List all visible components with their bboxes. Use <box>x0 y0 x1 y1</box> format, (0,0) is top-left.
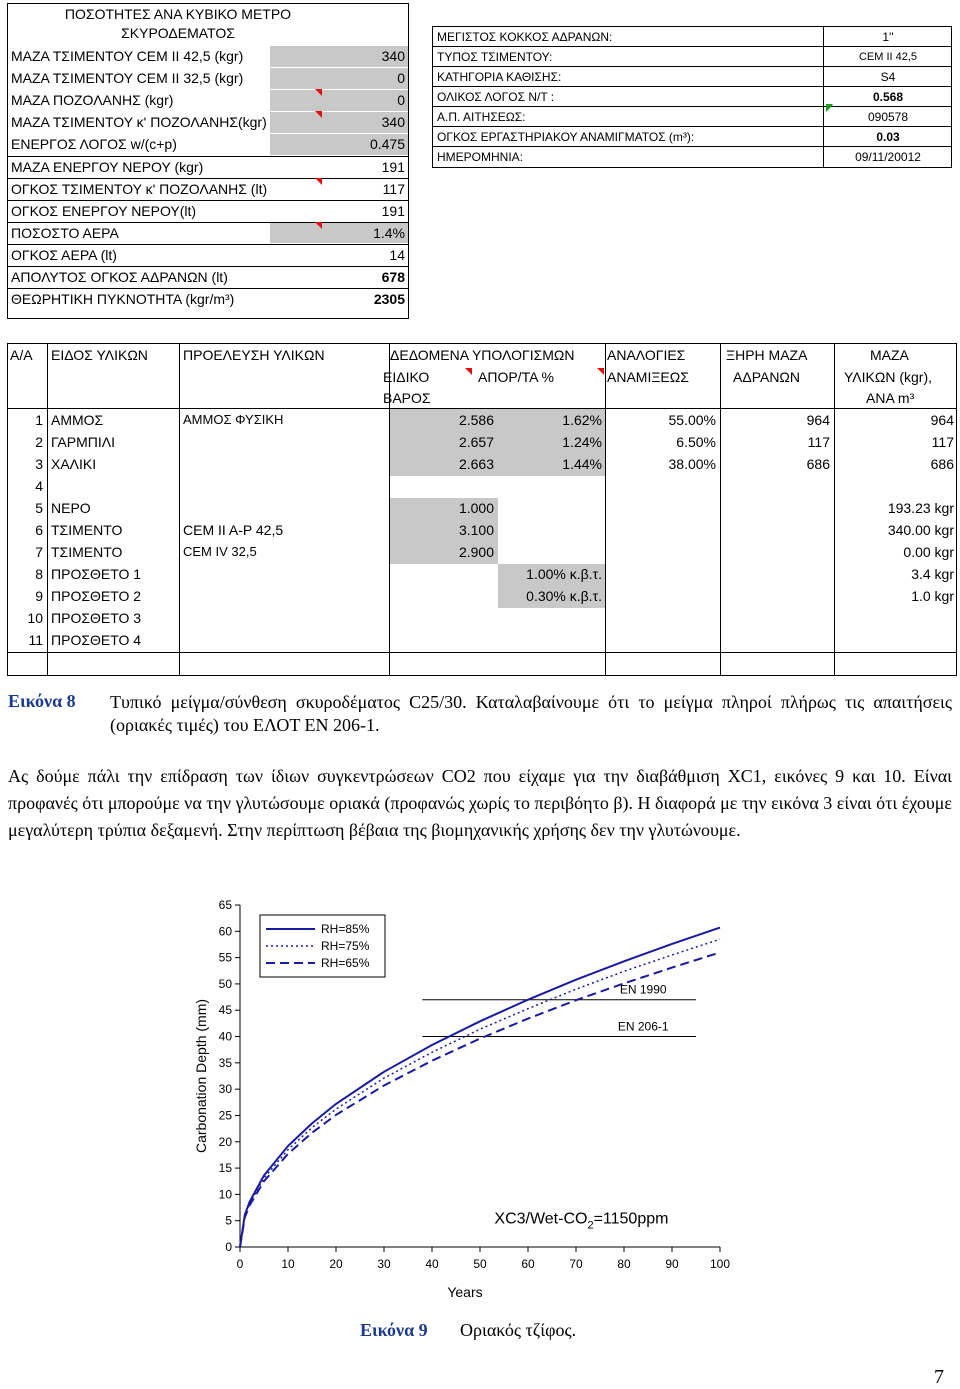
comment-marker <box>465 368 472 375</box>
header-density-2: ΒΑΡΟΣ <box>383 390 431 406</box>
cell-n: 7 <box>35 544 43 560</box>
cell-n: 11 <box>28 632 43 648</box>
page-number: 7 <box>934 1366 944 1388</box>
spec-value: CEM II 42,5 <box>858 51 918 63</box>
quantity-row <box>8 68 408 89</box>
quantity-value: 0.475 <box>369 136 405 152</box>
quantity-label: ΜΑΖΑ ΕΝΕΡΓΟΥ ΝΕΡΟΥ (kgr) <box>11 159 204 175</box>
quantity-value: 191 <box>381 159 405 175</box>
y-tick-label: 20 <box>218 1134 232 1149</box>
quantity-row <box>8 222 408 243</box>
cell-kind: ΠΡΟΣΘΕΤΟ 1 <box>51 566 142 582</box>
cell-mass: 964 <box>930 412 954 428</box>
legend-label: RH=75% <box>321 939 370 953</box>
header-ratios-1: ΑΝΑΛΟΓΙΕΣ <box>607 347 686 363</box>
cell-kind: ΧΑΛΙΚΙ <box>51 456 97 472</box>
cell-n: 5 <box>35 500 43 516</box>
quantities-title-line1: ΠΟΣΟΤΗΤΕΣ ΑΝΑ ΚΥΒΙΚΟ ΜΕΤΡΟ <box>64 6 292 22</box>
quantity-row <box>8 288 408 309</box>
cell-n: 2 <box>35 434 43 450</box>
quantity-value: 2305 <box>373 291 405 307</box>
cell-n: 6 <box>35 522 43 538</box>
body-paragraph: Ας δούμε πάλι την επίδραση των ίδιων συγκεντρώσεων CO2 που είχαμε για την διαβάθμιση XC1, εικόνες 9 και 10. Είναι προφανές ότι μπορούμε να την γλυτώσουμε οριακά (προφανώς χωρίς το περιβόητο β). Η διαφορά με την εικόνα 3 είναι ότι έχουμε μεγαλύτερη τρύπια δεξαμενή. Στην περίπτωση βέβαια της βιομηχανικής χρήσης δεν την γλυτώνουμε. <box>8 766 952 840</box>
cell-kind: ΤΣΙΜΕΝΤΟ <box>51 522 123 538</box>
cell-kind: ΑΜΜΟΣ <box>51 412 104 428</box>
x-tick-label: 60 <box>521 1257 535 1271</box>
spec-value: 090578 <box>867 110 909 124</box>
quantity-label: ΑΠΟΛΥΤΟΣ ΟΓΚΟΣ ΑΔΡΑΝΩΝ (lt) <box>11 269 228 285</box>
x-tick-label: 0 <box>236 1257 244 1271</box>
comment-marker <box>315 89 322 96</box>
spec-label: ΗΜΕΡΟΜΗΝΙΑ: <box>437 150 524 164</box>
concrete-quantities-table <box>7 3 409 319</box>
cell-n: 9 <box>35 588 43 604</box>
cell-kind: ΠΡΟΣΘΕΤΟ 4 <box>51 632 142 648</box>
comment-marker <box>315 178 322 185</box>
cell-ratio: 38.00% <box>668 456 716 472</box>
x-axis-label: Years <box>447 1284 483 1300</box>
cell-origin: CEM II A-P 42,5 <box>183 522 284 538</box>
spec-label: ΚΑΤΗΓΟΡΙΑ ΚΑΘΙΣΗΣ: <box>437 70 562 84</box>
y-tick-label: 5 <box>225 1213 232 1228</box>
quantity-label: ΟΓΚΟΣ ΑΕΡΑ (lt) <box>11 247 117 263</box>
figure9-label: Εικόνα 9 <box>360 1320 428 1340</box>
cell-absorption: 1.24% <box>562 434 602 450</box>
quantity-value: 191 <box>381 203 405 219</box>
quantity-label: ΠΟΣΟΣΤΟ ΑΕΡΑ <box>11 225 119 241</box>
cell-density: 2.900 <box>458 544 494 560</box>
cell-n: 10 <box>27 610 43 626</box>
spec-value: 1'' <box>882 30 894 44</box>
header-mass-3: ΑΝΑ m³ <box>866 390 915 406</box>
y-tick-label: 10 <box>218 1187 232 1202</box>
x-tick-label: 20 <box>329 1257 343 1271</box>
spec-value: 0.568 <box>872 90 904 104</box>
y-tick-label: 50 <box>218 976 232 991</box>
cell-density: 1.000 <box>458 500 494 516</box>
quantity-row <box>8 244 408 265</box>
mix-specs-table <box>432 26 952 168</box>
cell-origin: CEM IV 32,5 <box>183 544 257 559</box>
cell-absorption: 1.00% κ.β.τ. <box>526 566 602 582</box>
spec-row <box>433 47 951 67</box>
quantity-row <box>8 90 408 111</box>
cell-n: 3 <box>35 456 43 472</box>
header-kind: ΕΙΔΟΣ ΥΛΙΚΩΝ <box>51 347 148 363</box>
spec-label: Α.Π. ΑΙΤΗΣΕΩΣ: <box>437 110 526 124</box>
quantity-row <box>8 112 408 133</box>
y-tick-label: 25 <box>218 1108 232 1123</box>
cell-ratio: 55.00% <box>668 412 716 428</box>
cell-n: 4 <box>35 478 43 494</box>
x-tick-label: 30 <box>377 1257 391 1271</box>
cell-mass: 0.00 kgr <box>903 544 954 560</box>
cell-absorption: 0.30% κ.β.τ. <box>526 588 602 604</box>
cell-kind: ΠΡΟΣΘΕΤΟ 2 <box>51 588 142 604</box>
y-tick-label: 40 <box>218 1029 232 1044</box>
spec-label: ΟΓΚΟΣ ΕΡΓΑΣΤΗΡΙΑΚΟΥ ΑΝΑΜΙΓΜΑΤΟΣ (m³): <box>437 130 695 144</box>
cell-mass: 1.0 kgr <box>911 588 954 604</box>
spec-row <box>433 107 951 127</box>
spec-row <box>433 27 951 47</box>
comment-marker <box>315 222 322 229</box>
header-mass-2: ΥΛΙΚΩΝ (kgr), <box>844 369 933 385</box>
spec-row <box>433 127 951 147</box>
cell-dry: 686 <box>806 456 830 472</box>
quantity-row <box>8 46 408 67</box>
x-tick-label: 70 <box>569 1257 583 1271</box>
quantity-label: ΜΑΖΑ ΤΣΙΜΕΝΤΟΥ CEM II 32,5 (kgr) <box>11 70 244 86</box>
figure8-label: Εικόνα 8 <box>8 691 76 711</box>
cell-dry: 117 <box>807 434 830 450</box>
header-absorption: ΑΠΟΡ/ΤΑ % <box>478 369 554 385</box>
quantity-value: 14 <box>389 247 405 263</box>
y-axis-label: Carbonation Depth (mm) <box>193 998 209 1154</box>
quantity-value: 340 <box>381 48 405 64</box>
x-tick-label: 50 <box>473 1257 487 1271</box>
y-tick-label: 45 <box>218 1003 232 1018</box>
x-tick-label: 40 <box>425 1257 439 1271</box>
quantity-row <box>8 200 408 221</box>
cell-origin: ΑΜΜΟΣ ΦΥΣΙΚΗ <box>183 412 284 427</box>
quantity-label: ΜΑΖΑ ΤΣΙΜΕΝΤΟΥ CEM II 42,5 (kgr) <box>11 48 244 64</box>
header-density-1: ΕΙΔΙΚΟ <box>383 369 430 385</box>
quantity-row <box>8 178 408 199</box>
quantity-value: 678 <box>381 269 405 285</box>
comment-marker <box>315 111 322 118</box>
spec-value: S4 <box>880 70 896 84</box>
spec-row <box>433 87 951 107</box>
x-tick-label: 80 <box>617 1257 631 1271</box>
quantity-value: 0 <box>397 92 405 108</box>
cell-n: 1 <box>35 412 43 428</box>
y-tick-label: 15 <box>218 1161 232 1176</box>
spec-row <box>433 147 951 167</box>
quantity-value: 1.4% <box>373 225 405 241</box>
y-tick-label: 55 <box>218 950 232 965</box>
cell-density: 2.663 <box>458 456 494 472</box>
y-tick-label: 65 <box>218 898 232 912</box>
cell-mass: 3.4 kgr <box>911 566 954 582</box>
comment-marker <box>826 105 833 112</box>
header-origin: ΠΡΟΕΛΕΥΣΗ ΥΛΙΚΩΝ <box>183 347 325 363</box>
figure9-caption: Οριακός τζίφος. <box>460 1320 577 1340</box>
materials-table <box>7 343 957 676</box>
quantity-row <box>8 156 408 177</box>
header-calc-data: ΔΕΔΟΜΕΝΑ ΥΠΟΛΟΓΙΣΜΩΝ <box>390 347 575 363</box>
header-drymass-2: ΑΔΡΑΝΩΝ <box>733 369 801 385</box>
cell-absorption: 1.44% <box>562 456 602 472</box>
spec-value: 09/11/20012 <box>855 150 921 164</box>
carbonation-depth-chart <box>180 890 740 1310</box>
cell-kind: ΠΡΟΣΘΕΤΟ 3 <box>51 610 142 626</box>
cell-mass: 340.00 kgr <box>887 522 954 538</box>
quantity-value: 117 <box>382 181 405 197</box>
legend-label: RH=85% <box>321 922 370 936</box>
spec-value: 0.03 <box>876 130 900 144</box>
cell-mass: 193.23 kgr <box>887 500 954 516</box>
quantity-row <box>8 266 408 287</box>
ref-line-label: EN 1990 <box>619 982 667 997</box>
x-tick-label: 100 <box>709 1257 731 1271</box>
y-tick-label: 35 <box>218 1055 232 1070</box>
header-ratios-2: ΑΝΑΜΙΞΕΩΣ <box>607 369 689 385</box>
x-tick-label: 10 <box>281 1257 295 1271</box>
cell-ratio: 6.50% <box>676 434 716 450</box>
quantity-label: ΟΓΚΟΣ ΤΣΙΜΕΝΤΟΥ κ' ΠΟΖΟΛΑΝΗΣ (lt) <box>11 181 268 197</box>
cell-absorption: 1.62% <box>562 412 602 428</box>
quantity-row <box>8 134 408 155</box>
comment-marker <box>597 368 604 375</box>
x-tick-label: 90 <box>665 1257 679 1271</box>
y-tick-label: 60 <box>218 924 232 939</box>
quantity-label: ΘΕΩΡΗΤΙΚΗ ΠΥΚΝΟΤΗΤΑ (kgr/m³) <box>11 291 235 307</box>
cell-n: 8 <box>35 566 43 582</box>
chart-annotation: $XC3/Wet-CO_2=1150ppm$ <box>494 1210 669 1232</box>
spec-label: ΤΥΠΟΣ ΤΣΙΜΕΝΤΟΥ: <box>437 50 553 64</box>
spec-label: ΜΕΓΙΣΤΟΣ ΚΟΚΚΟΣ ΑΔΡΑΝΩΝ: <box>437 30 613 44</box>
cell-density: 2.586 <box>458 412 494 428</box>
header-mass-1: ΜΑΖΑ <box>870 347 909 363</box>
quantity-label: ΜΑΖΑ ΤΣΙΜΕΝΤΟΥ κ' ΠΟΖΟΛΑΝΗΣ(kgr) <box>11 114 267 130</box>
cell-density: 2.657 <box>458 434 494 450</box>
spec-row <box>433 67 951 87</box>
y-tick-label: 0 <box>225 1240 232 1254</box>
header-drymass-1: ΞΗΡΗ ΜΑΖΑ <box>726 347 808 363</box>
quantity-label: ΜΑΖΑ ΠΟΖΟΛΑΝΗΣ (kgr) <box>11 92 174 108</box>
ref-line-label: EN 206-1 <box>617 1019 669 1034</box>
cell-dry: 964 <box>806 412 830 428</box>
quantity-value: 340 <box>381 114 405 130</box>
quantities-title-line2: ΣΚΥΡΟΔΕΜΑΤΟΣ <box>121 25 235 41</box>
y-tick-label: 30 <box>218 1082 232 1097</box>
quantity-label: ΟΓΚΟΣ ΕΝΕΡΓΟΥ ΝΕΡΟΥ(lt) <box>11 203 197 219</box>
cell-density: 3.100 <box>458 522 494 538</box>
cell-mass: 686 <box>930 456 954 472</box>
header-aa: Α/Α <box>10 347 33 363</box>
quantity-value: 0 <box>397 70 405 86</box>
cell-kind: ΤΣΙΜΕΝΤΟ <box>51 544 123 560</box>
figure8-caption: Τυπικό μείγμα/σύνθεση σκυροδέματος C25/30. Καταλαβαίνουμε ότι το μείγμα πληροί πλήρως τις απαιτήσεις (οριακές τιμές) του ΕΛΟΤ ΕΝ 206-1. <box>110 692 952 735</box>
spec-label: ΟΛΙΚΟΣ ΛΟΓΟΣ Ν/Τ : <box>437 90 555 104</box>
quantity-label: ΕΝΕΡΓΟΣ ΛΟΓΟΣ w/(c+p) <box>11 136 177 152</box>
cell-mass: 117 <box>931 434 954 450</box>
cell-kind: ΓΑΡΜΠΙΛΙ <box>51 434 116 450</box>
cell-kind: ΝΕΡΟ <box>51 500 91 516</box>
legend-label: RH=65% <box>321 956 370 970</box>
